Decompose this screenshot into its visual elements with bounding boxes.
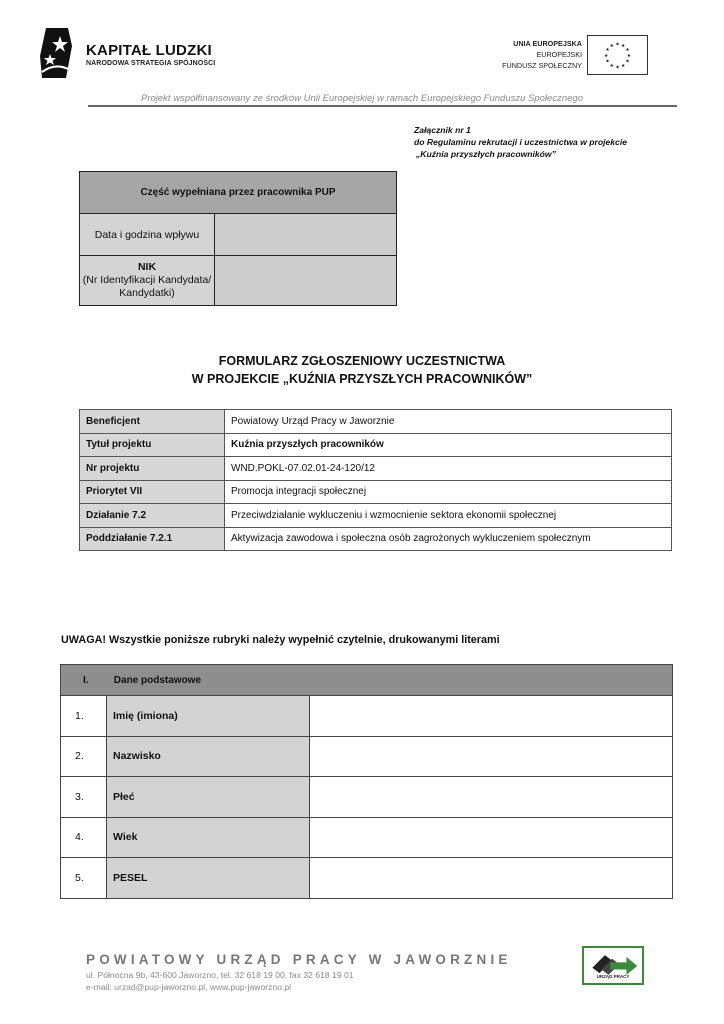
info-key: Beneficjent [80, 410, 225, 434]
last-name-field[interactable] [310, 736, 673, 777]
pup-logo-icon [582, 946, 644, 985]
svg-text:★: ★ [605, 59, 610, 65]
info-value: WND.POKL-07.02.01-24-120/12 [225, 457, 672, 481]
nik-label-line-2: (Nr Identyfikacji Kandydata/ [82, 274, 212, 286]
svg-text:★: ★ [626, 53, 632, 59]
annex-note [414, 124, 627, 160]
footer-contact: e-mail: urzad@pup-jaworzno.pl, www.pup-jaworzno.pl [86, 982, 292, 992]
row-number: 5. [61, 858, 107, 899]
nik-label [80, 256, 215, 306]
row-number: 2. [61, 736, 107, 777]
annex-line-3: „Kuźnia przyszłych pracowników” [416, 149, 556, 159]
eu-flag-icon [587, 35, 648, 75]
gender-field[interactable] [310, 777, 673, 818]
table-row [80, 457, 672, 481]
svg-text:★: ★ [625, 48, 630, 54]
table-row [80, 527, 672, 551]
table-row [61, 858, 673, 899]
form-title-line-2: W PROJEKCIE „KUŹNIA PRZYSZŁYCH PRACOWNIKÓW” [191, 372, 533, 386]
kapital-ludzki-logo-icon [38, 26, 74, 80]
svg-text:★: ★ [625, 59, 630, 65]
form-title-line-1: FORMULARZ ZGŁOSZENIOWY UCZESTNICTWA [218, 354, 506, 368]
info-key: Nr projektu [80, 457, 225, 481]
annex-line-2: do Regulaminu rekrutacji i uczestnictwa w projekcie [414, 137, 627, 147]
intake-date-label: Data i godzina wpływu [80, 214, 215, 256]
info-key: Tytuł projektu [80, 433, 225, 457]
info-value: Powiatowy Urząd Pracy w Jaworznie [225, 410, 672, 434]
row-number: 3. [61, 777, 107, 818]
nik-label-bold: NIK [137, 261, 157, 273]
field-label: Nazwisko [107, 736, 310, 777]
header-divider [88, 105, 677, 107]
svg-text:★: ★ [615, 42, 620, 48]
table-row [61, 696, 673, 737]
pup-staff-box [79, 171, 397, 306]
info-key: Priorytet VII [80, 480, 225, 504]
section-title: Dane podstawowe [113, 674, 202, 686]
eu-line-1: UNIA EUROPEJSKA [513, 39, 582, 48]
tagline: Projekt współfinansowany ze środków Unii Europejskiej w ramach Europejskiego Funduszu Społecznego [141, 93, 583, 104]
eu-line-3: FUNDUSZ SPOŁECZNY [502, 61, 582, 70]
field-label: Imię (imiona) [107, 696, 310, 737]
svg-text:★: ★ [605, 48, 610, 54]
warning-note: UWAGA! Wszystkie poniższe rubryki należy wypełnić czytelnie, drukowanymi literami [61, 634, 500, 646]
row-number: 4. [61, 817, 107, 858]
first-name-field[interactable] [310, 696, 673, 737]
table-row [61, 777, 673, 818]
info-key: Poddziałanie 7.2.1 [80, 527, 225, 551]
svg-text:★: ★ [603, 53, 609, 59]
nik-field[interactable] [215, 256, 397, 306]
pup-logo-text: URZĄD PRACY [596, 974, 630, 979]
pup-box-header: Część wypełniana przez pracownika PUP [80, 172, 397, 214]
table-row [80, 480, 672, 504]
svg-text:★: ★ [621, 44, 626, 50]
field-label: Płeć [107, 777, 310, 818]
age-field[interactable] [310, 817, 673, 858]
logo-title: KAPITAŁ LUDZKI [86, 42, 212, 59]
annex-line-1: Załącznik nr 1 [414, 125, 471, 135]
eu-line-2: EUROPEJSKI [536, 50, 582, 59]
eu-label [502, 38, 582, 71]
logo-subtitle: NARODOWA STRATEGIA SPÓJNOŚCI [86, 60, 216, 67]
row-number: 1. [61, 696, 107, 737]
field-label: PESEL [107, 858, 310, 899]
nik-label-line-3: Kandydatki) [119, 287, 175, 299]
pesel-field[interactable] [310, 858, 673, 899]
footer-office-name: POWIATOWY URZĄD PRACY W JAWORZNIE [86, 952, 512, 967]
footer-address-block [86, 969, 354, 993]
table-row [80, 504, 672, 528]
svg-text:★: ★ [609, 44, 614, 50]
table-row [61, 736, 673, 777]
info-value: Przeciwdziałanie wykluczeniu i wzmocnienie sektora ekonomii społecznej [225, 504, 672, 528]
table-row [80, 433, 672, 457]
form-title [0, 352, 724, 388]
svg-text:★: ★ [615, 65, 620, 71]
section-number: I. [83, 674, 89, 686]
info-value: Promocja integracji społecznej [225, 480, 672, 504]
field-label: Wiek [107, 817, 310, 858]
table-row [80, 410, 672, 434]
project-info-table [79, 409, 672, 551]
section-header [61, 665, 673, 696]
section-basic-data [60, 664, 673, 899]
footer-address: ul. Północna 9b, 43-600 Jaworzno, tel. 32 618 19 00, fax 32 618 19 01 [86, 970, 354, 980]
table-row [61, 817, 673, 858]
info-value: Aktywizacja zawodowa i społeczna osób zagrożonych wykluczeniem społecznym [225, 527, 672, 551]
info-value: Kuźnia przyszłych pracowników [225, 433, 672, 457]
intake-date-field[interactable] [215, 214, 397, 256]
info-key: Działanie 7.2 [80, 504, 225, 528]
svg-text:★: ★ [621, 63, 626, 69]
svg-text:★: ★ [609, 63, 614, 69]
